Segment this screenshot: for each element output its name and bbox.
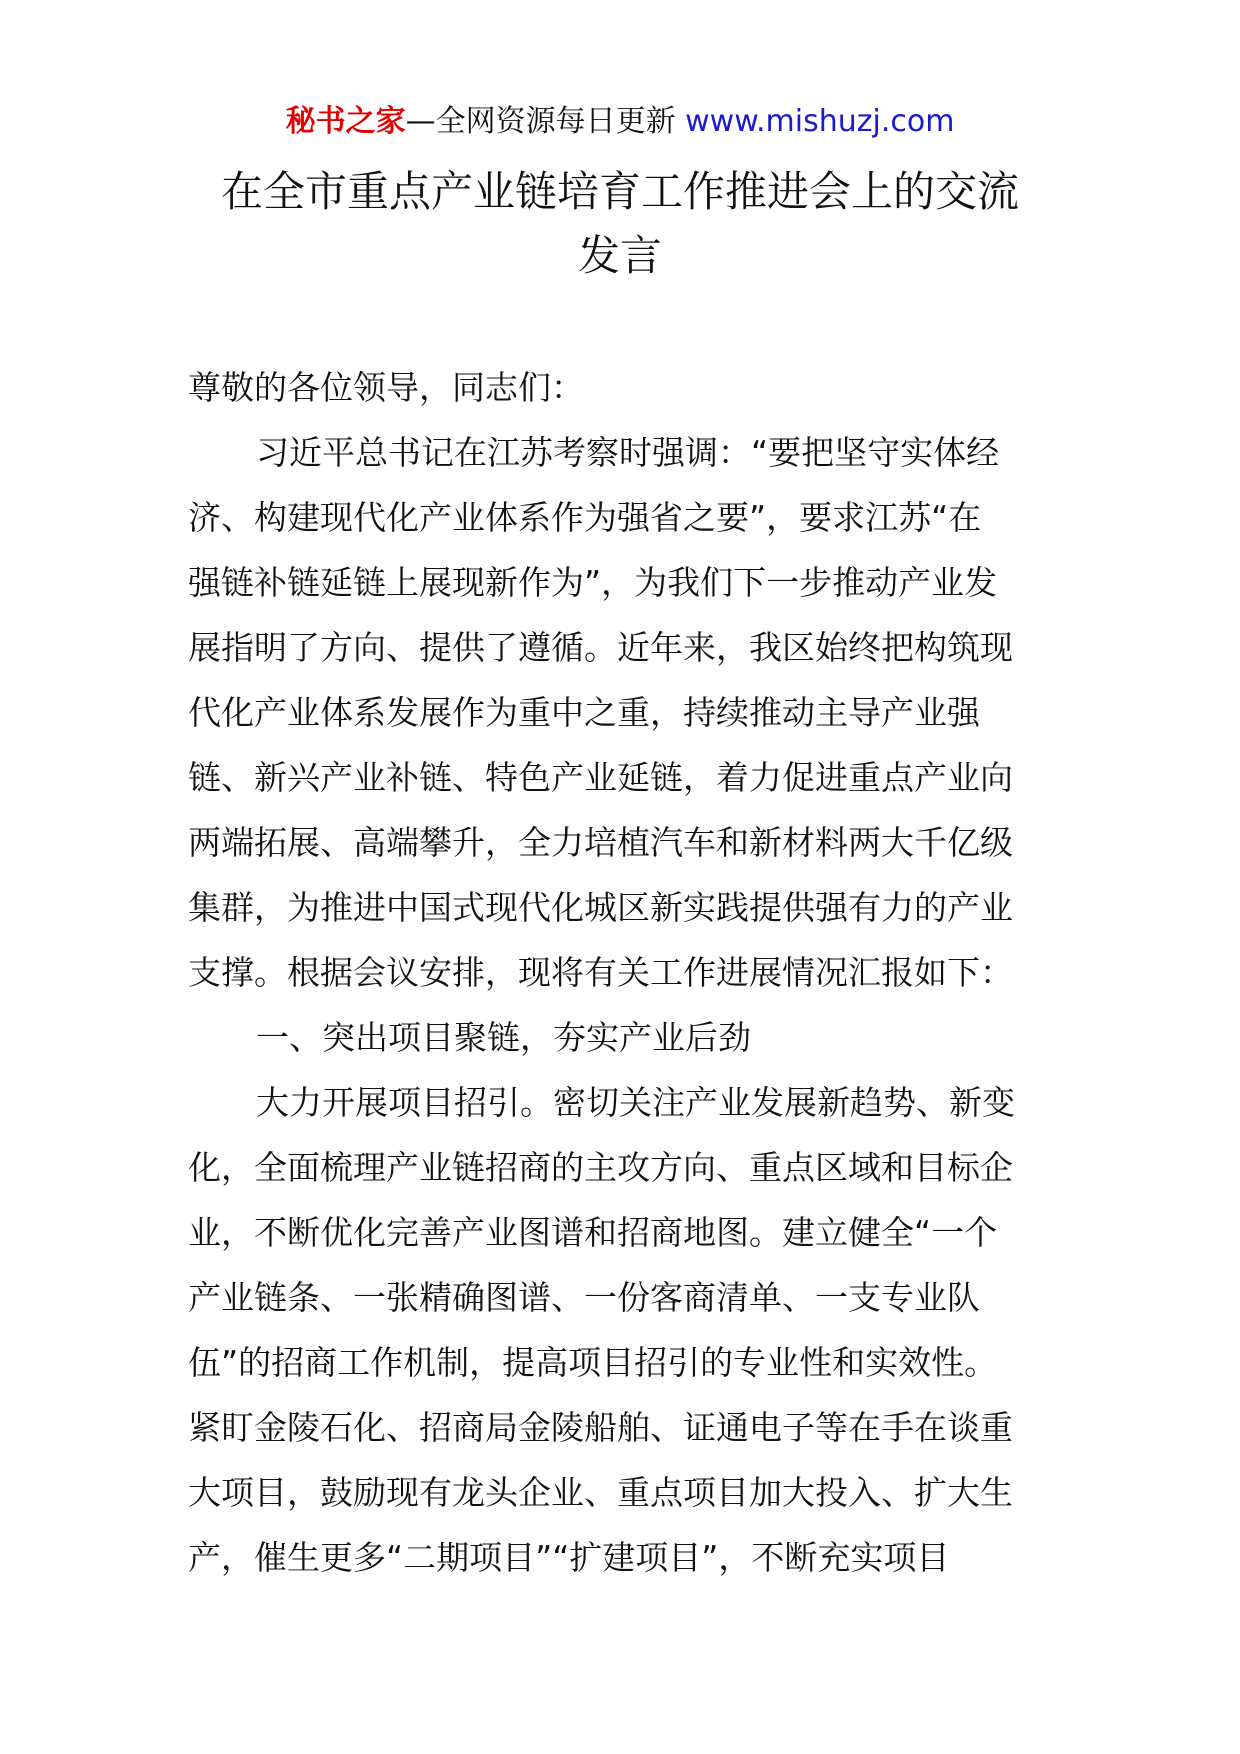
paragraph-line: 代化产业体系发展作为重中之重，持续推动主导产业强 [188, 693, 980, 732]
paragraph-line: 习近平总书记在江苏考察时强调：“要把坚守实体经 [256, 433, 1000, 472]
paragraph-line: 化，全面梳理产业链招商的主攻方向、重点区域和目标企 [188, 1148, 1013, 1187]
paragraph-line: 集群，为推进中国式现代化城区新实践提供强有力的产业 [188, 888, 1013, 927]
brand-name: 秘书之家 [285, 104, 406, 139]
title-line-1: 在全市重点产业链培育工作推进会上的交流 [220, 167, 1019, 216]
paragraph-line: 济、构建现代化产业体系作为强省之要”，要求江苏“在 [188, 498, 982, 537]
header-tagline: —全网资源每日更新 [405, 104, 676, 139]
paragraph-line: 产业链条、一张精确图谱、一份客商清单、一支专业队 [188, 1278, 980, 1317]
paragraph-line: 紧盯金陵石化、招商局金陵船舶、证通电子等在手在谈重 [188, 1408, 1013, 1447]
document-title [180, 160, 1060, 288]
paragraph-line: 大力开展项目招引。密切关注产业发展新趋势、新变 [256, 1083, 1015, 1122]
paragraph-line: 大项目，鼓励现有龙头企业、重点项目加大投入、扩大生 [188, 1473, 1013, 1512]
paragraph-line: 链、新兴产业补链、特色产业延链，着力促进重点产业向 [188, 758, 1013, 797]
paragraph-line: 产，催生更多“二期项目”“扩建项目”，不断充实项目 [188, 1538, 950, 1577]
document-body [188, 355, 1058, 1590]
site-url-link[interactable]: www.mishuzj.com [685, 104, 955, 139]
salutation: 尊敬的各位领导，同志们： [188, 368, 584, 407]
header-banner [0, 102, 1240, 142]
paragraph-line: 支撑。根据会议安排，现将有关工作进展情况汇报如下： [188, 953, 1013, 992]
paragraph-line: 强链补链延链上展现新作为”，为我们下一步推动产业发 [188, 563, 998, 602]
paragraph-line: 展指明了方向、提供了遵循。近年来，我区始终把构筑现 [188, 628, 1013, 667]
paragraph-line: 伍”的招商工作机制，提高项目招引的专业性和实效性。 [188, 1343, 998, 1382]
section-heading: 一、突出项目聚链，夯实产业后劲 [256, 1018, 751, 1057]
title-line-2: 发言 [577, 231, 662, 280]
paragraph-line: 两端拓展、高端攀升，全力培植汽车和新材料两大千亿级 [188, 823, 1013, 862]
paragraph-line: 业，不断优化完善产业图谱和招商地图。建立健全“一个 [188, 1213, 998, 1252]
